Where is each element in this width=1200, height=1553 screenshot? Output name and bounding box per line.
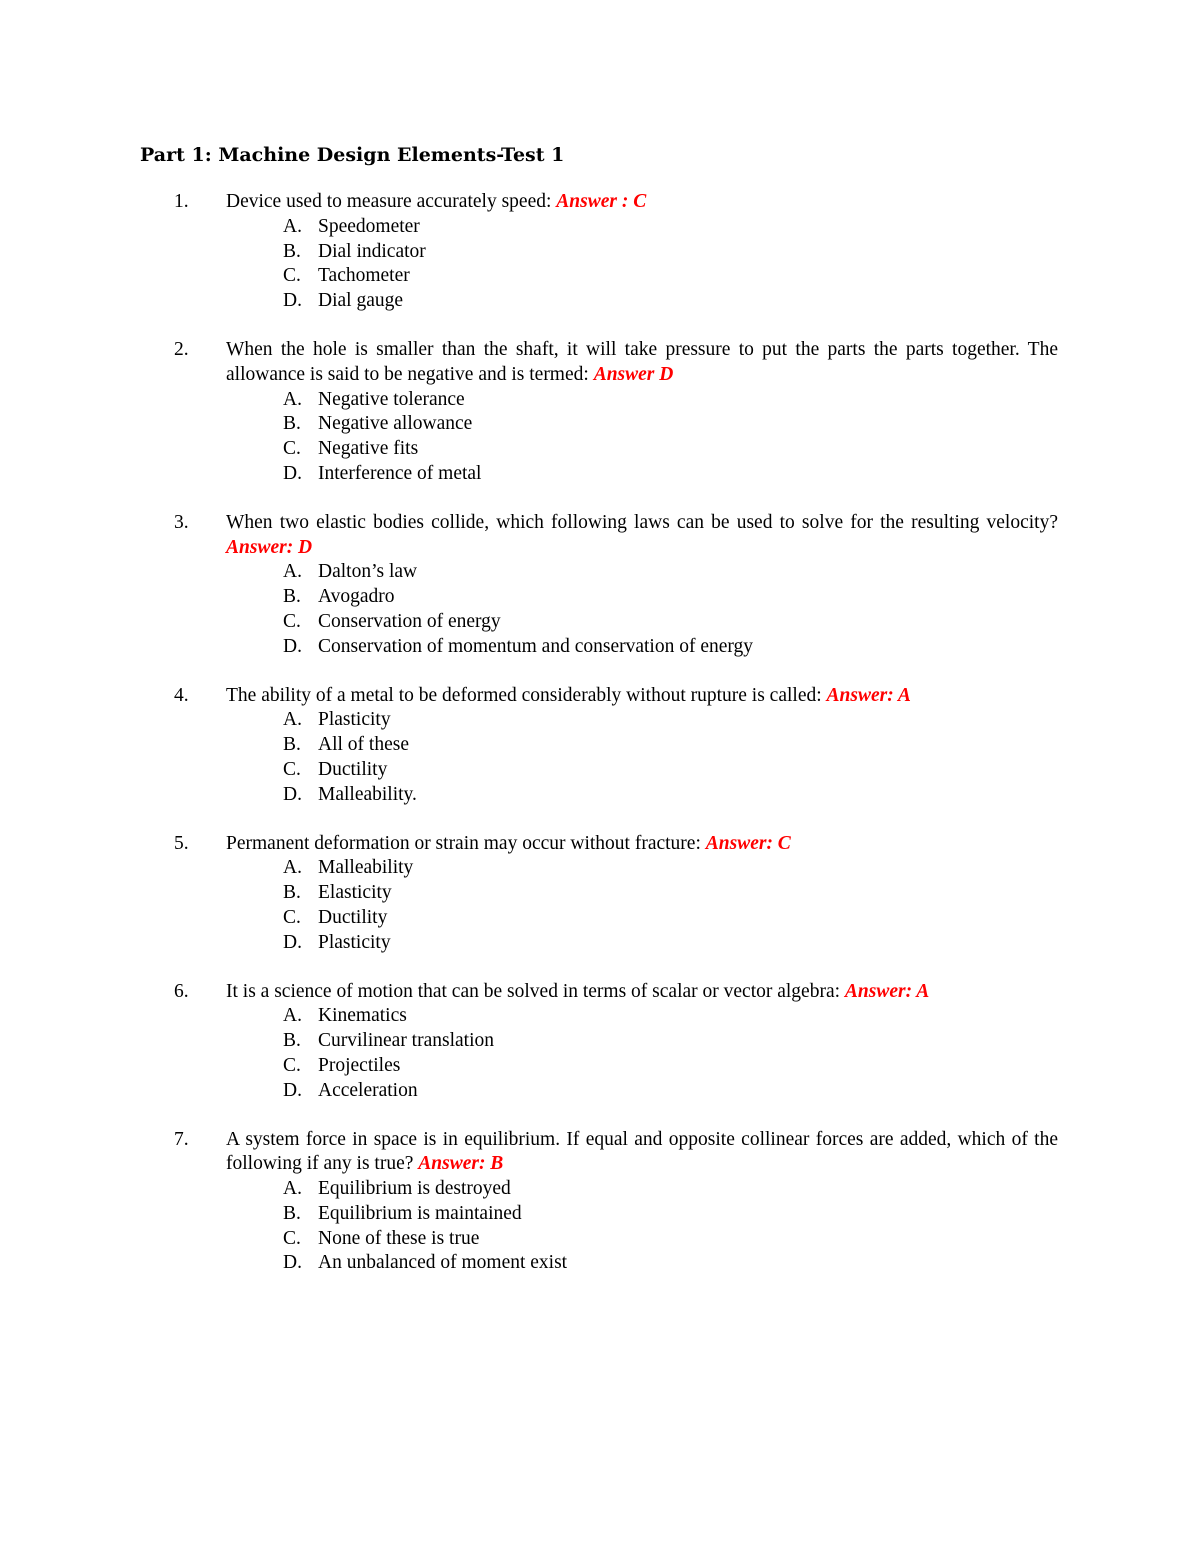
option-item	[0, 388, 1200, 413]
option-text: Tachometer	[318, 265, 410, 287]
option-item	[0, 240, 1200, 265]
question-item	[0, 511, 1200, 660]
option-item	[0, 635, 1200, 660]
question-text	[226, 980, 1058, 1005]
option-text: Negative fits	[318, 438, 419, 460]
question-item	[0, 190, 1200, 314]
option-text: Ductility	[318, 906, 388, 928]
option-text: Kinematics	[318, 1005, 407, 1027]
option-letter: D.	[283, 290, 302, 312]
question-text	[226, 832, 1058, 857]
option-letter: C.	[283, 1227, 301, 1249]
option-letter: C.	[283, 1054, 301, 1076]
option-letter: A.	[283, 857, 302, 879]
option-letter: A.	[283, 388, 302, 410]
option-item	[0, 1004, 1200, 1029]
option-item	[0, 1054, 1200, 1079]
answer-key: Answer: B	[418, 1153, 504, 1175]
option-item	[0, 462, 1200, 487]
option-letter: D.	[283, 1079, 302, 1101]
option-text: An unbalanced of moment exist	[318, 1252, 568, 1274]
option-text: Dalton’s law	[318, 561, 418, 583]
option-letter: C.	[283, 758, 301, 780]
question-number: 3.	[174, 511, 189, 533]
question-stem: Device used to measure accurately speed:	[226, 191, 557, 212]
option-text: Negative tolerance	[318, 388, 465, 410]
option-item	[0, 264, 1200, 289]
answer-key: Answer : C	[556, 191, 647, 212]
option-text: Conservation of momentum and conservation of energy	[318, 635, 754, 657]
question-item	[0, 832, 1200, 956]
option-text: Equilibrium is destroyed	[318, 1178, 511, 1200]
option-letter: C.	[283, 265, 301, 287]
option-item	[0, 856, 1200, 881]
option-item	[0, 289, 1200, 314]
question-stem: When two elastic bodies collide, which following laws can be used to solve for the resulting velocity?	[226, 511, 1058, 533]
option-text: Curvilinear translation	[318, 1030, 494, 1052]
option-list	[0, 560, 1200, 659]
option-text: Avogadro	[318, 586, 395, 608]
option-item	[0, 1029, 1200, 1054]
option-letter: A.	[283, 561, 302, 583]
question-text	[226, 190, 1058, 215]
question-text	[226, 684, 1058, 709]
option-list	[0, 1177, 1200, 1276]
option-item	[0, 215, 1200, 240]
option-text: Projectiles	[318, 1054, 401, 1076]
question-number: 2.	[174, 338, 189, 360]
option-text: Elasticity	[318, 882, 392, 904]
question-stem: The ability of a metal to be deformed considerably without rupture is called:	[226, 684, 827, 706]
answer-key: Answer: A	[826, 684, 911, 706]
option-text: Ductility	[318, 758, 388, 780]
option-list	[0, 856, 1200, 955]
question-number: 4.	[174, 684, 189, 706]
option-text: Plasticity	[318, 709, 391, 731]
question-number: 6.	[174, 980, 189, 1002]
answer-key: Answer: A	[844, 980, 930, 1002]
option-item	[0, 412, 1200, 437]
question-number: 5.	[174, 832, 189, 854]
question-stem: A system force in space is in equilibrium. If equal and opposite collinear forces are added, which of the following if any is true?	[226, 1128, 1058, 1175]
option-list	[0, 388, 1200, 487]
option-item	[0, 733, 1200, 758]
question-item	[0, 1128, 1200, 1277]
question-text	[226, 338, 1058, 388]
option-letter: A.	[283, 1178, 302, 1200]
option-letter: C.	[283, 906, 301, 928]
option-item	[0, 708, 1200, 733]
question-item	[0, 338, 1200, 487]
option-letter: B.	[283, 1030, 301, 1052]
option-list	[0, 1004, 1200, 1103]
option-letter: D.	[283, 1252, 302, 1274]
option-list	[0, 215, 1200, 314]
answer-key: Answer D	[593, 363, 674, 385]
question-list	[0, 190, 1200, 1300]
option-letter: D.	[283, 635, 302, 657]
option-text: None of these is true	[318, 1227, 480, 1249]
option-letter: A.	[283, 1005, 302, 1027]
option-item	[0, 881, 1200, 906]
option-letter: A.	[283, 215, 302, 237]
option-item	[0, 560, 1200, 585]
question-stem: When the hole is smaller than the shaft, it will take pressure to put the parts the parts together. The allowance is said to be negative and is termed:	[226, 338, 1058, 385]
option-text: Interference of metal	[318, 462, 482, 484]
option-item	[0, 437, 1200, 462]
question-item	[0, 980, 1200, 1104]
question-number: 7.	[174, 1128, 189, 1150]
option-text: Equilibrium is maintained	[318, 1202, 522, 1224]
option-list	[0, 708, 1200, 807]
option-letter: B.	[283, 586, 301, 608]
page-title: Part 1: Machine Design Elements-Test 1	[140, 144, 565, 166]
question-stem: It is a science of motion that can be solved in terms of scalar or vector algebra:	[226, 980, 845, 1002]
option-text: Acceleration	[318, 1079, 418, 1101]
option-item	[0, 610, 1200, 635]
option-letter: B.	[283, 240, 301, 262]
question-text	[226, 511, 1058, 561]
option-letter: C.	[283, 610, 301, 632]
option-text: Malleability.	[318, 783, 417, 805]
option-item	[0, 1202, 1200, 1227]
option-item	[0, 585, 1200, 610]
question-item	[0, 684, 1200, 808]
option-letter: B.	[283, 413, 301, 435]
option-text: Dial gauge	[318, 290, 404, 312]
option-text: Negative allowance	[318, 413, 473, 435]
answer-key: Answer: D	[226, 536, 313, 558]
option-item	[0, 1079, 1200, 1104]
question-number: 1.	[174, 191, 189, 212]
option-text: Dial indicator	[318, 240, 426, 262]
option-letter: D.	[283, 931, 302, 953]
question-text	[226, 1128, 1058, 1178]
option-item	[0, 783, 1200, 808]
option-item	[0, 758, 1200, 783]
option-letter: B.	[283, 734, 301, 756]
option-text: Malleability	[318, 857, 414, 879]
option-item	[0, 931, 1200, 956]
option-item	[0, 1251, 1200, 1276]
option-item	[0, 906, 1200, 931]
option-letter: B.	[283, 882, 301, 904]
option-item	[0, 1227, 1200, 1252]
answer-key: Answer: C	[705, 832, 791, 854]
option-text: Plasticity	[318, 931, 391, 953]
option-letter: C.	[283, 438, 301, 460]
option-text: Speedometer	[318, 215, 420, 237]
option-text: All of these	[318, 734, 409, 756]
option-letter: D.	[283, 462, 302, 484]
question-stem: Permanent deformation or strain may occur without fracture:	[226, 832, 706, 854]
option-letter: B.	[283, 1202, 301, 1224]
option-text: Conservation of energy	[318, 610, 501, 632]
option-letter: D.	[283, 783, 302, 805]
option-item	[0, 1177, 1200, 1202]
option-letter: A.	[283, 709, 302, 731]
